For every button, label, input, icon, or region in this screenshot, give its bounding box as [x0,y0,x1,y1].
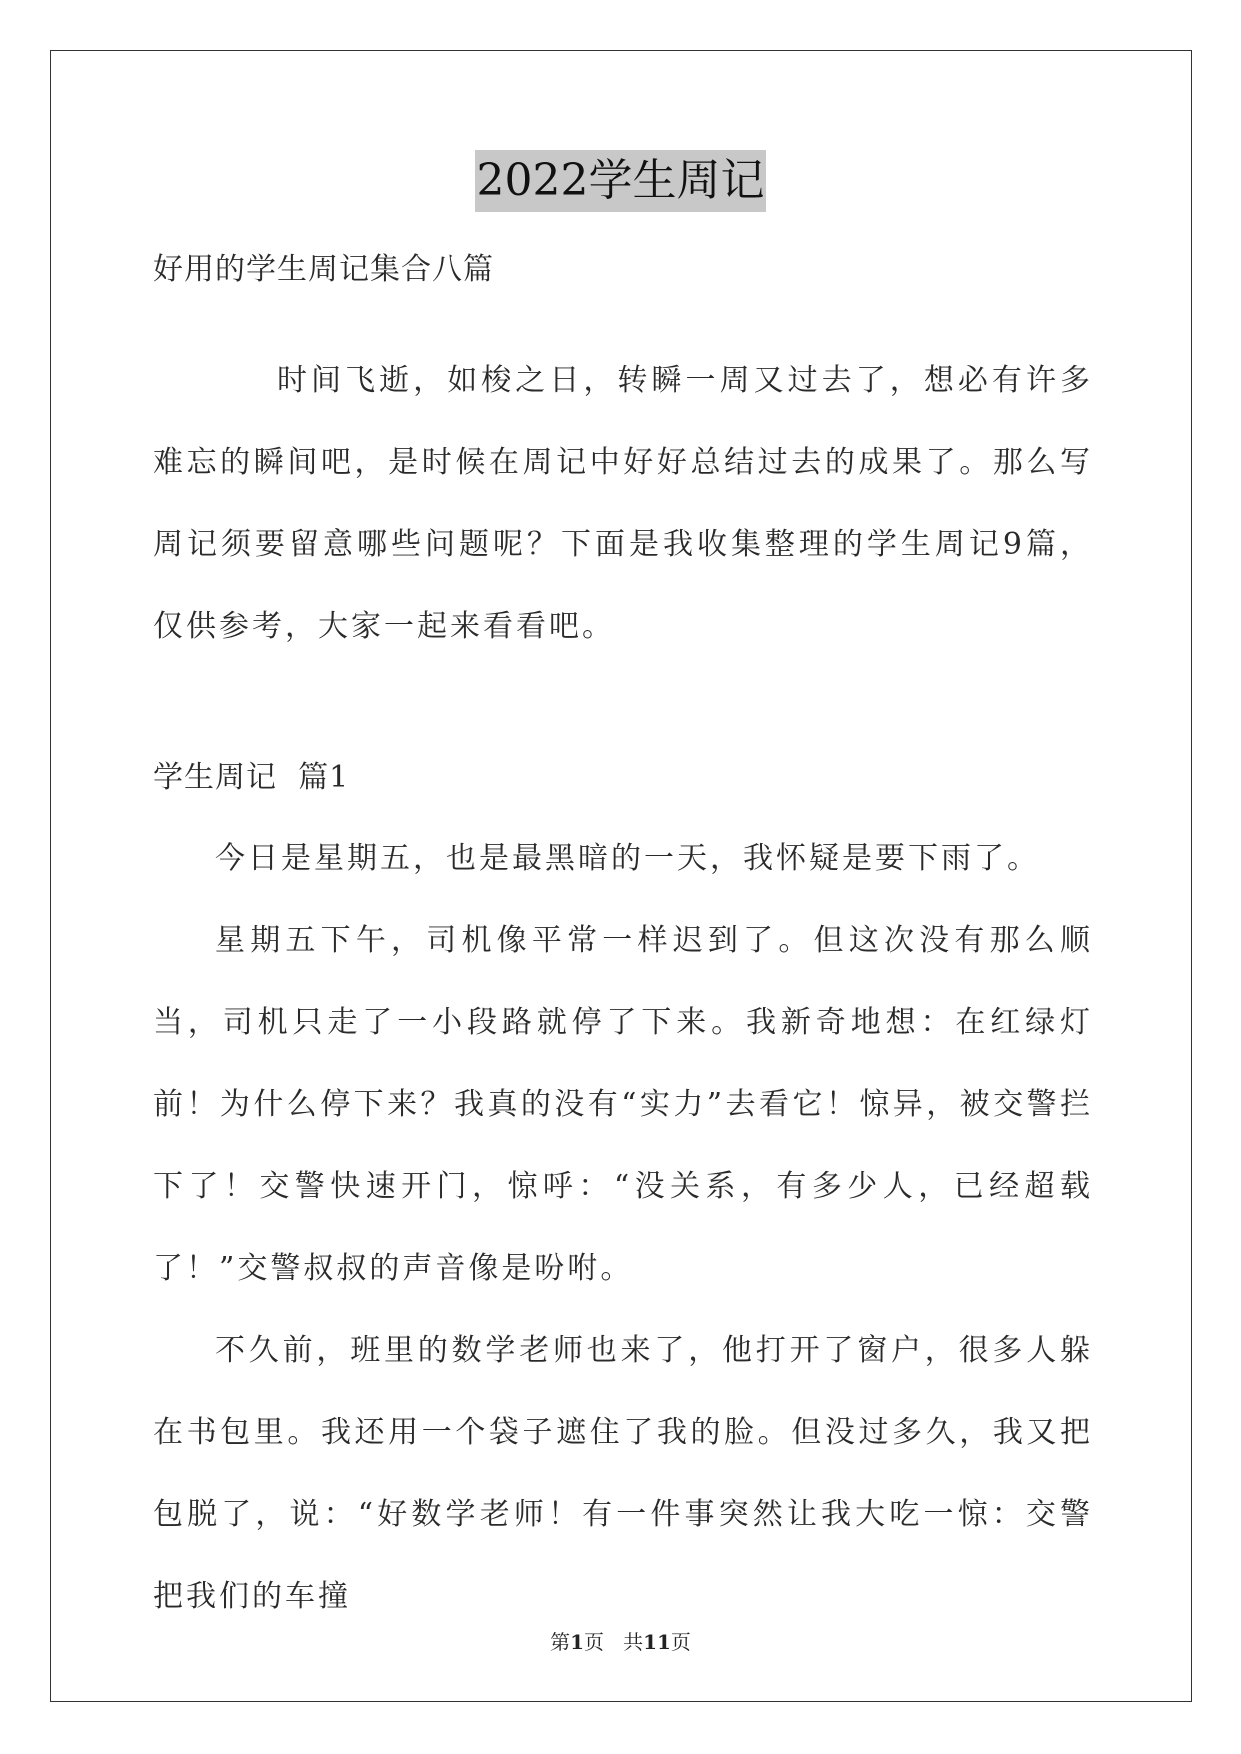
body-text [153,818,1093,1638]
body-paragraph: 今日是星期五，也是最黑暗的一天，我怀疑是要下雨了。 [215,841,1040,876]
body-paragraph: 星期五下午，司机像平常一样迟到了。但这次没有那么顺当，司机只走了一小段路就停了下来。我新奇地想：在红绿灯前！为什么停下来？我真的没有“实力”去看它！惊异，被交警拦下了！交警快速开门，惊呼：“没关系，有多少人，已经超载了！”交警叔叔的声音像是吩咐。 [153,923,1093,1286]
page-footer [0,1626,1241,1655]
document-title: 2022学生周记 [475,150,767,212]
footer-suffix: 页 [670,1630,691,1654]
document-subtitle: 好用的学生周记集合八篇 [153,252,494,287]
body-paragraph: 不久前，班里的数学老师也来了，他打开了窗户，很多人躲在书包里。我还用一个袋子遮住了我的脸。但没过多久，我又把包脱了，说：“好数学老师！有一件事突然让我大吃一惊：交警把我们的车撞 [153,1333,1093,1614]
section-heading: 学生周记 篇1 [153,760,350,795]
total-page-number: 11 [643,1630,671,1654]
current-page-number: 1 [570,1630,584,1654]
title-container [0,150,1241,212]
intro-paragraph: 时间飞逝，如梭之日，转瞬一周又过去了，想必有许多难忘的瞬间吧，是时候在周记中好好总结过去的成果了。那么写周记须要留意哪些问题呢？下面是我收集整理的学生周记9篇，仅供参考，大家一起来看看吧。 [153,363,1093,644]
footer-prefix: 第 [550,1630,571,1654]
footer-mid: 页 共 [584,1630,644,1654]
